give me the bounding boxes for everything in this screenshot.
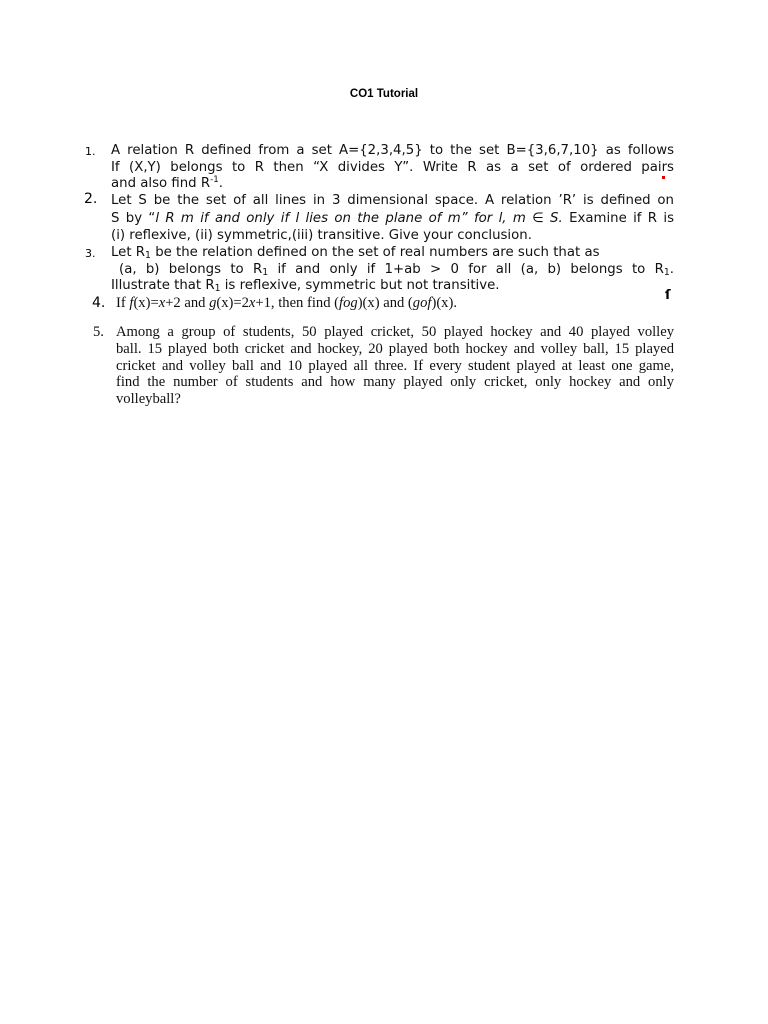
question-line: A relation R defined from a set A={2,3,4,5} to the set B={3,6,7,10} as follows (111, 143, 674, 158)
question-text (111, 192, 674, 245)
page-title: CO1 Tutorial (349, 88, 419, 100)
question-line: If f(x)=x+2 and g(x)=2x+1, then find (fog)(x) and (gof)(x). (116, 295, 457, 311)
question-line: (a, b) belongs to $R_1$ if and only if 1+ab > 0 for all (a, b) belongs to $R_1$. (119, 261, 674, 278)
question-number: 4. (92, 295, 106, 311)
question-line: Let S be the set of all lines in 3 dimensional space. A relation ’R’ is defined on (111, 193, 674, 208)
question-number: 1. (85, 145, 96, 158)
question-text (116, 324, 674, 408)
question-number: 3. (85, 247, 96, 260)
question-line: (i) reflexive, (ii) symmetric,(iii) transitive. Give your conclusion. (111, 228, 532, 244)
question-text (116, 295, 676, 312)
question-number: 2. (84, 191, 98, 207)
question-number: 5. (93, 324, 104, 340)
text-cursor-icon: ſ (665, 288, 671, 303)
red-marker (662, 176, 665, 179)
question-line: S by “l R m if and only if l lies on the plane of m” for l, m ∈ S. Examine if R is (111, 210, 674, 226)
question-line: Illustrate that $R_1$ is reflexive, symmetric but not transitive. (111, 278, 500, 295)
question-line: ball. 15 played both cricket and hockey, 20 played both hockey and volley ball, 15 played (116, 340, 674, 357)
question-line: cricket and volley ball and 10 played all three. If every student played at least one game, (116, 357, 674, 374)
question-line: Among a group of students, 50 played cricket, 50 played hockey and 40 played volley (116, 324, 674, 340)
question-line: find the number of students and how many played only cricket, only hockey and only (116, 374, 674, 391)
question-line: volleyball? (116, 391, 181, 408)
question-text (111, 143, 674, 193)
question-text (111, 245, 674, 295)
question-line: If (X,Y) belongs to R then “X divides Y”. Write R as a set of ordered pairs (111, 159, 674, 175)
question-line: and also find $R^{-1}$. (111, 175, 223, 192)
question-line: Let $R_1$ be the relation defined on the set of real numbers are such that as (111, 245, 600, 261)
